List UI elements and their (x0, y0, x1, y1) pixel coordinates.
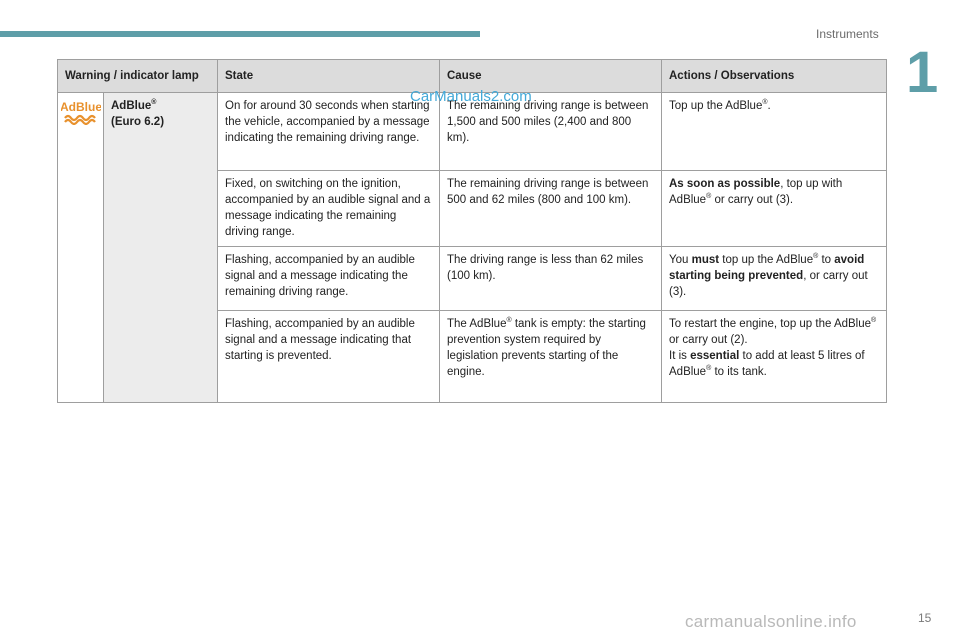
adblue-icon-label: AdBlue (61, 100, 101, 114)
col-header-lamp: Warning / indicator lamp (58, 60, 218, 93)
action-cell: You must top up the AdBlue® to avoid starting being prevented, or carry out (3). (662, 247, 887, 311)
col-header-cause: Cause (440, 60, 662, 93)
lamp-variant: (Euro 6.2) (111, 116, 165, 128)
action-cell: Top up the AdBlue®. (662, 93, 887, 171)
cause-cell: The AdBlue® tank is empty: the starting prevention system required by legislation prevents starting of the engine. (440, 311, 662, 403)
cause-cell: The remaining driving range is between 1,500 and 500 miles (2,400 and 800 km). (440, 93, 662, 171)
col-header-state: State (218, 60, 440, 93)
watermark-text: CarManuals2.com (410, 88, 532, 105)
state-cell: On for around 30 seconds when starting the vehicle, accompanied by a message indicating the remaining driving range. (218, 93, 440, 171)
state-cell: Flashing, accompanied by an audible signal and a message indicating that starting is prevented. (218, 311, 440, 403)
action-cell: As soon as possible, top up with AdBlue® or carry out (3). (662, 171, 887, 247)
footer-watermark: carmanualsonline.info (685, 612, 857, 631)
state-cell: Flashing, accompanied by an audible signal and a message indicating the remaining driving range. (218, 247, 440, 311)
lamp-name: AdBlue (111, 100, 152, 112)
cause-cell: The remaining driving range is between 500 and 62 miles (800 and 100 km). (440, 171, 662, 247)
header-accent-bar (0, 31, 480, 37)
lamp-icon-cell (58, 93, 104, 403)
state-cell: Fixed, on switching on the ignition, accompanied by an audible signal and a message indicating the remaining driving range. (218, 171, 440, 247)
warning-lamp-table (57, 59, 887, 403)
adblue-icon (61, 99, 101, 125)
section-title: Instruments (816, 27, 879, 41)
lamp-name-cell: AdBlue® (Euro 6.2) (104, 93, 218, 403)
page-number: 15 (918, 611, 932, 625)
action-cell: To restart the engine, top up the AdBlue® or carry out (2). It is essential to add at least 5 litres of AdBlue® to its tank. (662, 311, 887, 403)
cause-cell: The driving range is less than 62 miles (100 km). (440, 247, 662, 311)
col-header-actions: Actions / Observations (662, 60, 887, 93)
chapter-tab-number: 1 (906, 40, 939, 105)
